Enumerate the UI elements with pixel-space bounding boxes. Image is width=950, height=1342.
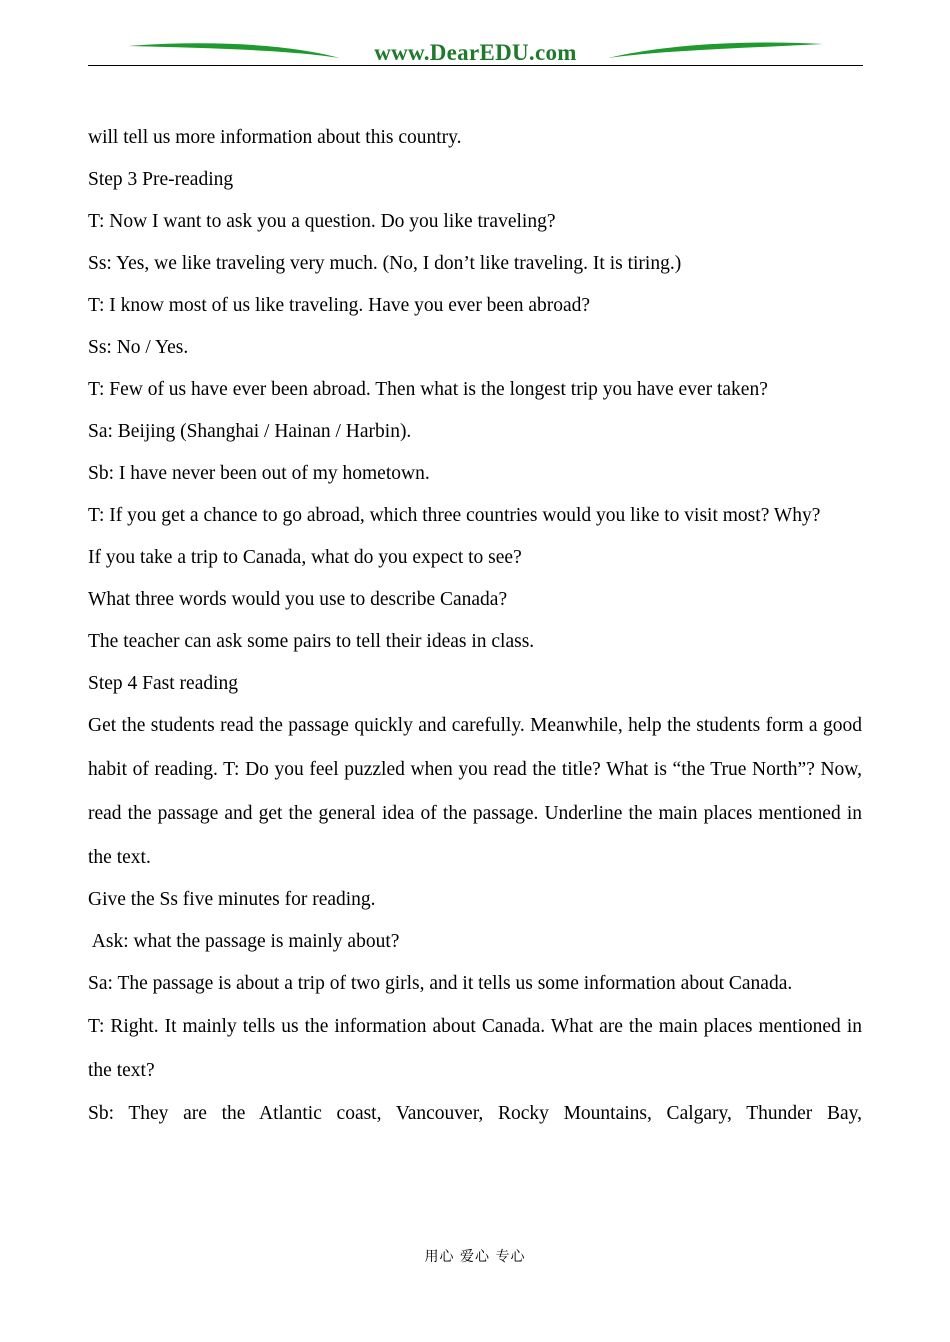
text-line: T: I know most of us like traveling. Have you ever been abroad? bbox=[88, 295, 591, 316]
text-line: Sa: Beijing (Shanghai / Hainan / Harbin). bbox=[88, 421, 412, 442]
page-footer: 用心 爱心 专心 bbox=[424, 1249, 526, 1265]
paragraph: T: If you get a chance to go abroad, which three countries would you like to visit most? Why? bbox=[88, 505, 821, 526]
text-line: T: Now I want to ask you a question. Do you like traveling? bbox=[88, 211, 556, 232]
paragraph: Sa: The passage is about a trip of two girls, and it tells us some information about Canada. bbox=[88, 973, 793, 994]
document-body bbox=[88, 117, 862, 1135]
text-line: will tell us more information about this country. bbox=[88, 127, 462, 148]
paragraph: T: Right. It mainly tells us the information about Canada. What are the main places mentioned in the text? bbox=[88, 1016, 862, 1081]
text-line: Ss: No / Yes. bbox=[88, 337, 189, 358]
page-header bbox=[88, 36, 863, 68]
text-line: T: Few of us have ever been abroad. Then what is the longest trip you have ever taken? bbox=[88, 379, 768, 400]
brand-logo-text: www.DearEDU.com bbox=[374, 40, 577, 65]
text-line: Ask: what the passage is mainly about? bbox=[88, 931, 400, 952]
text-line: Sb: I have never been out of my hometown. bbox=[88, 463, 430, 484]
text-line: If you take a trip to Canada, what do you expect to see? bbox=[88, 547, 522, 568]
section-heading: Step 3 Pre-reading bbox=[88, 169, 234, 190]
paragraph: Sb: They are the Atlantic coast, Vancouver, Rocky Mountains, Calgary, Thunder Bay, bbox=[88, 1103, 862, 1124]
text-line: What three words would you use to describe Canada? bbox=[88, 589, 508, 610]
section-heading: Step 4 Fast reading bbox=[88, 673, 239, 694]
text-line: Give the Ss five minutes for reading. bbox=[88, 889, 376, 910]
text-line: The teacher can ask some pairs to tell their ideas in class. bbox=[88, 631, 535, 652]
text-line: Ss: Yes, we like traveling very much. (No, I don’t like traveling. It is tiring.) bbox=[88, 253, 682, 274]
paragraph: Get the students read the passage quickly and carefully. Meanwhile, help the students form a good habit of reading. T: Do you feel puzzled when you read the title? What is “the True North”? Now, read the passage and get the general idea of the passage. Underline the main places mentioned in the text. bbox=[88, 715, 862, 868]
header-divider bbox=[88, 65, 863, 66]
